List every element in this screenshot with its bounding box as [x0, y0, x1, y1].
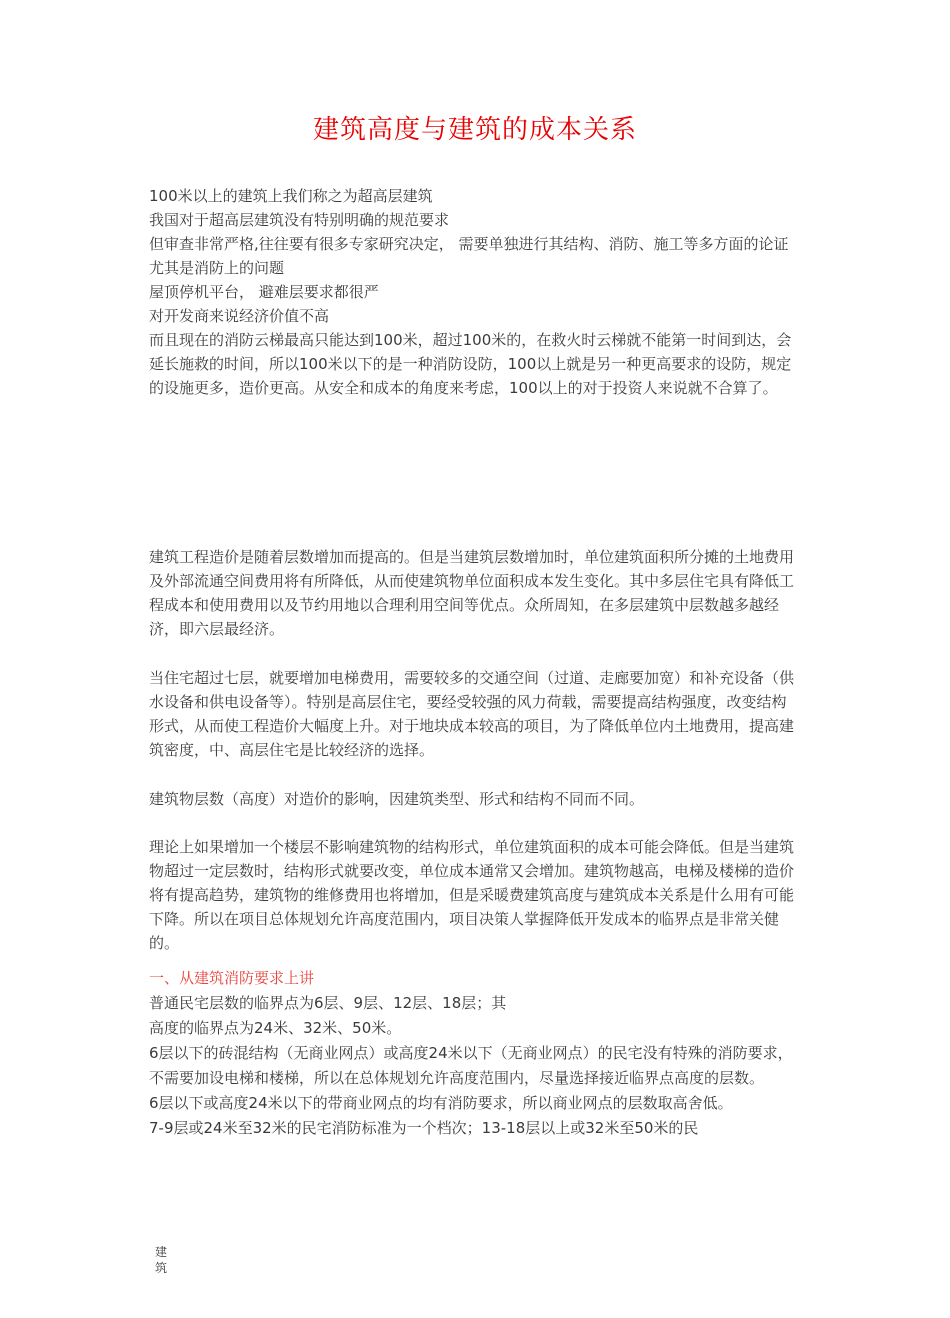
footer-char: 筑 [155, 1261, 168, 1275]
intro-line: 但审查非常严格,往往要有很多专家研究决定， 需要单独进行其结构、消防、施工等多方面的论证 [149, 235, 789, 253]
footer-char: 建 [155, 1245, 168, 1259]
intro-paragraph: 而且现在的消防云梯最高只能达到100米，超过100米的，在救火时云梯就不能第一时间到达，会延长施救的时间，所以100米以下的是一种消防设防，100以上就是另一种更高要求的设防，规定的设施更多，造价更高。从安全和成本的角度来考虑，100以上的对于投资人来说就不合算了。 [149, 331, 792, 397]
paragraph-high-rise-cost: 当住宅超过七层，就要增加电梯费用，需要较多的交通空间（过道、走廊要加宽）和补充设备（供水设备和供电设备等）。特别是高层住宅，要经受较强的风力荷载，需要提高结构强度，改变结构形式，从而使工程造价大幅度上升。对于地块成本较高的项目，为了降低单位内土地费用，提高建筑密度，中、高层住宅是比较经济的选择。 [149, 669, 795, 759]
intro-line: 尤其是消防上的问题 [149, 259, 285, 277]
section-line: 6层以下的砖混结构（无商业网点）或高度24米以下（无商业网点）的民宅没有特殊的消防要求，不需要加设电梯和楼梯，所以在总体规划允许高度范围内，尽量选择接近临界点高度的层数。 [149, 1044, 793, 1087]
section-heading: 一、从建筑消防要求上讲 [149, 969, 315, 987]
intro-line: 100米以上的建筑上我们称之为超高层建筑 [149, 187, 433, 205]
paragraph-height-impact: 建筑物层数（高度）对造价的影响，因建筑类型、形式和结构不同而不同。 [149, 790, 645, 808]
intro-line: 我国对于超高层建筑没有特别明确的规范要求 [149, 211, 450, 229]
paragraph-theory: 理论上如果增加一个楼层不影响建筑物的结构形式，单位建筑面积的成本可能会降低。但是当建筑物超过一定层数时，结构形式就要改变，单位成本通常又会增加。建筑物越高，电梯及楼梯的造价将有提高趋势，建筑物的维修费用也将增加，但是采暖费建筑高度与建筑成本关系是什么用有可能下降。所以在项目总体规划允许高度范围内，项目决策人掌握降低开发成本的临界点是非常关健的。 [149, 838, 795, 952]
section-line: 7-9层或24米至32米的民宅消防标准为一个档次；13-18层以上或32米至50米的民 [149, 1119, 699, 1137]
intro-line: 对开发商来说经济价值不高 [149, 307, 330, 325]
intro-section [149, 184, 801, 400]
intro-line: 屋顶停机平台， 避难层要求都很严 [149, 283, 379, 301]
paragraph-cost-by-floors: 建筑工程造价是随着层数增加而提高的。但是当建筑层数增加时，单位建筑面积所分摊的土地费用及外部流通空间费用将有所降低，从而使建筑物单位面积成本发生变化。其中多层住宅具有降低工程成本和使用费用以及节约用地以合理利用空间等优点。众所周知，在多层建筑中层数越多越经济，即六层最经济。 [149, 548, 795, 638]
section-line: 高度的临界点为24米、32米、50米。 [149, 1019, 402, 1037]
footer-vertical-note [155, 1244, 169, 1276]
section-fire-requirements [149, 966, 801, 1141]
section-line: 6层以下或高度24米以下的带商业网点的均有消防要求，所以商业网点的层数取高舍低。 [149, 1094, 733, 1112]
document-title: 建筑高度与建筑的成本关系 [312, 115, 637, 145]
section-line: 普通民宅层数的临界点为6层、9层、12层、18层；其 [149, 994, 507, 1012]
